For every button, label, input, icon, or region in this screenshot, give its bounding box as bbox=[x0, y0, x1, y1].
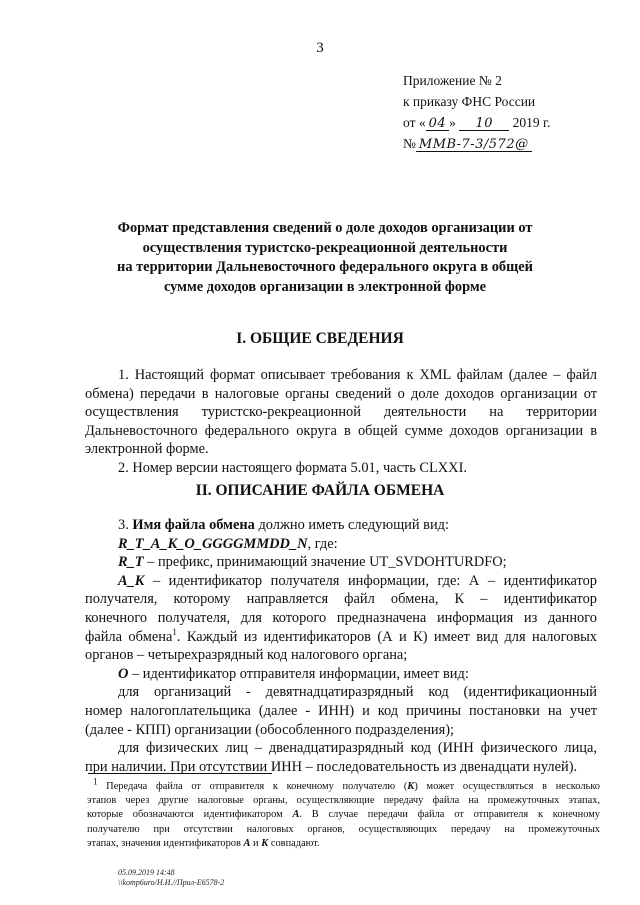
filename-suffix: , где: bbox=[307, 535, 338, 552]
title-line: сумме доходов организации в электронной форме bbox=[163, 278, 487, 295]
appendix-block bbox=[403, 70, 550, 154]
title-line: Формат представления сведений о доле доходов организации от bbox=[117, 220, 533, 236]
text-line: 1. Настоящий формат описывает требования к XML файлам (далее – файл bbox=[118, 367, 597, 383]
fn-text: этапах, значения идентификаторов bbox=[87, 837, 244, 849]
footnote-line: этапов через другие налоговые органы, осуществляющие передачу файла на промежуточных этапах, bbox=[87, 795, 600, 807]
ak-text: – идентификатор получателя информации, где: А – идентификатор bbox=[144, 572, 597, 589]
ak-line bbox=[85, 572, 597, 591]
ak-last-b: . Каждый из идентификаторов (А и К) имеет вид для налоговых bbox=[176, 628, 597, 645]
ak-last-line bbox=[85, 628, 597, 647]
filename-pattern-line bbox=[85, 535, 597, 554]
fn-text: совпадают. bbox=[268, 837, 320, 849]
title-line: осуществления туристско-рекреационной деятельности bbox=[142, 239, 508, 256]
fn-term: К bbox=[407, 781, 415, 792]
appendix-order: к приказу ФНС России bbox=[403, 94, 536, 109]
appendix-date bbox=[403, 112, 550, 133]
text-line: электронной форме. bbox=[85, 441, 209, 458]
footnote-divider bbox=[88, 773, 272, 774]
filename-pattern: R_T_A_K_O_GGGGMMDD_N bbox=[118, 535, 308, 552]
p3-bold: Имя файла обмена bbox=[132, 517, 255, 533]
fn-text: . В случае передачи файла от отправителя к конечному bbox=[299, 809, 600, 821]
date-day: 04 bbox=[426, 117, 450, 131]
date-year: 2019 г. bbox=[512, 115, 551, 130]
fn-text: которые обозначаются идентификатором bbox=[87, 809, 293, 821]
footnote-ref: 1 bbox=[172, 626, 177, 637]
section-1-title: I. ОБЩИЕ СВЕДЕНИЯ bbox=[236, 330, 404, 347]
fn-text: и bbox=[250, 837, 262, 849]
document-title bbox=[90, 219, 560, 297]
footer-timestamp: 05.09.2019 14:48 bbox=[118, 868, 175, 877]
text-line: получателя, которому направляется файл обмена, К – идентификатор bbox=[85, 591, 597, 608]
text-line: для организаций - девятнадцатиразрядный код (идентификационный bbox=[118, 684, 597, 701]
text-line: при наличии. При отсутствии ИНН – последовательность из двенадцати нулей). bbox=[85, 758, 578, 775]
footnote-line: получателю при отсутствии налоговых органов, осуществляющих передачу на промежуточных bbox=[87, 823, 600, 835]
number-value: ММВ-7-3/572@ bbox=[416, 138, 532, 152]
prefix-line bbox=[85, 553, 597, 572]
o-line bbox=[85, 665, 597, 684]
text-line: обмена) передачи в налоговые органы сведений о доле доходов организации от bbox=[85, 385, 597, 402]
footnote-line bbox=[87, 776, 600, 794]
paragraph-1 bbox=[85, 366, 597, 478]
text-line: номер налогоплательщика (далее - ИНН) и код причины постановки на учет bbox=[85, 702, 597, 719]
section-2-title: II. ОПИСАНИЕ ФАЙЛА ОБМЕНА bbox=[195, 482, 445, 499]
text-line: для физических лиц – двенадцатиразрядный код (ИНН физического лица, bbox=[118, 740, 597, 757]
number-prefix: № bbox=[403, 136, 416, 151]
section-2-body bbox=[85, 516, 597, 776]
footnote-line bbox=[87, 837, 600, 851]
appendix-number bbox=[403, 133, 550, 154]
p3-num: 3. bbox=[118, 517, 133, 533]
text-line: органов – четырехразрядный код налогового органа; bbox=[85, 647, 408, 664]
fn-text: ) может осуществляться в несколько bbox=[414, 781, 600, 792]
o-text: – идентификатор отправителя информации, имеет вид: bbox=[128, 665, 469, 682]
prefix-term: R_T bbox=[118, 554, 144, 571]
p3-rest: должно иметь следующий вид: bbox=[254, 517, 449, 533]
footer-path: \\komp6uro/Н.И.//Прил-Е6578-2 bbox=[118, 878, 225, 887]
text-line: Дальневосточного федерального округа в общей сумме доходов организации в bbox=[85, 422, 597, 439]
ak-last-a: файла обмена bbox=[85, 628, 173, 645]
title-line: на территории Дальневосточного федерального округа в общей bbox=[117, 259, 533, 275]
print-footer bbox=[118, 868, 224, 888]
ak-term: A_K bbox=[118, 572, 145, 589]
text-line: осуществления туристско-рекреационной деятельности на территории bbox=[85, 404, 597, 421]
text-line: конечного получателя, для которого предназначена информация из данного bbox=[85, 609, 597, 626]
fn-term: К bbox=[261, 837, 269, 849]
prefix-text: – префикс, принимающий значение UT_SVDOHTURDFO; bbox=[143, 554, 507, 571]
date-mid: » bbox=[449, 115, 460, 130]
text-line: (далее - КПП) организации (обособленного подразделения); bbox=[85, 721, 455, 738]
paragraph-2: 2. Номер версии настоящего формата 5.01, часть CLXXI. bbox=[118, 459, 467, 476]
o-term: O bbox=[118, 665, 129, 682]
date-prefix: от « bbox=[403, 115, 426, 130]
fn-term: А bbox=[292, 809, 300, 821]
date-month: 10 bbox=[459, 117, 509, 131]
fn-term: А bbox=[243, 837, 251, 849]
appendix-title: Приложение № 2 bbox=[403, 73, 502, 88]
footnote bbox=[87, 776, 600, 851]
fn-text: Передача файла от отправителя к конечному получателю ( bbox=[97, 781, 408, 792]
page-number: 3 bbox=[316, 40, 324, 56]
footnote-number: 1 bbox=[93, 776, 98, 787]
footnote-line bbox=[87, 808, 600, 822]
paragraph-3 bbox=[85, 516, 597, 535]
